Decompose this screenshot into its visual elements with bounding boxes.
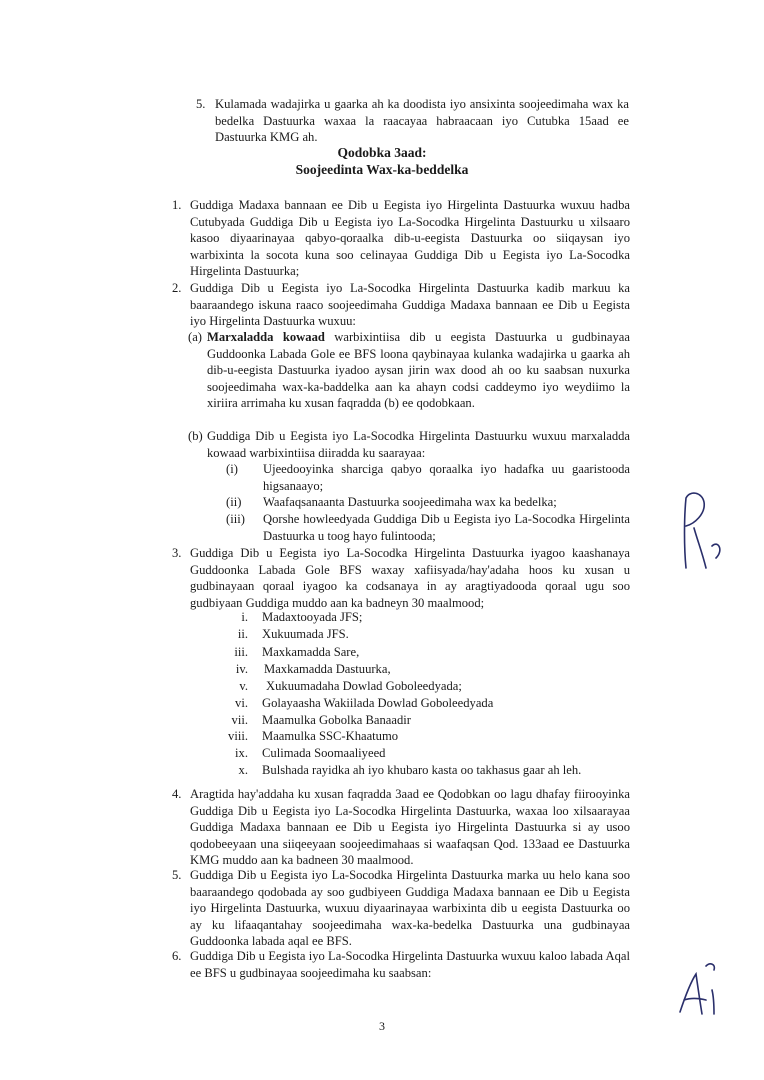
roman-item-3-number: iii. — [234, 645, 248, 659]
item-1-number: 1. — [172, 198, 182, 212]
item-5-number: 5. — [172, 868, 182, 882]
item-3-text: Guddiga Dib u Eegista iyo La-Socodka Hirgelinta Dastuurka iyagoo kaashanaya Guddoonka Labada Gole BFS waxay xafiisyada/hay'adaha hoos ku xusan u gudbinayaan qoraal iyagoo ka codsanaya in ay aragtiyadooda qoraal ugu soo gudbiyaan Guddiga muddo aan ka badneyn 30 maalmood; — [190, 546, 630, 610]
roman-item-9-text: Culimada Soomaaliyeed — [262, 746, 386, 760]
sub-b-item-2-number: (ii) — [226, 495, 242, 509]
roman-item-1-text: Madaxtooyada JFS; — [262, 610, 363, 624]
roman-item-5-text: Xukuumadaha Dowlad Goboleedyada; — [266, 679, 462, 693]
page-number: 3 — [379, 1019, 385, 1033]
roman-item-10-number: x. — [238, 763, 248, 777]
roman-item-9-number: ix. — [235, 746, 248, 760]
sub-b-item-1-number: (i) — [226, 462, 238, 476]
item-2-text: Guddiga Dib u Eegista iyo La-Socodka Hirgelinta Dastuurka kadib markuu ka baaraandego iskuna raaco soojeedimaha Guddiga Madaxa bannaan ee Dib u Eegista iyo Hirgelinta Dastuurka wuxuu: — [190, 281, 630, 328]
item-6-number: 6. — [172, 949, 182, 963]
item-3-number: 3. — [172, 546, 182, 560]
item-6-text: Guddiga Dib u Eegista iyo La-Socodka Hirgelinta Dastuurka wuxuu kaloo labada Aqal ee BFS u gudbinayaa soojeedimaha ku saabsan: — [190, 949, 630, 980]
roman-item-7-number: vii. — [231, 713, 248, 727]
roman-item-8-number: viii. — [228, 729, 248, 743]
roman-item-10-text: Bulshada rayidka ah iyo khubaro kasta oo takhasus gaar ah leh. — [262, 763, 582, 777]
item-4-text: Aragtida hay'addaha ku xusan faqradda 3aad ee Qodobkan oo lagu dhafay fiirooyinka Guddiga Dib u Eegista iyo La-Socodka Hirgelinta Dastuurka, waxaa loo xilsaarayaa Guddiga Madaxa bannaan ee Dib u Eegista iyo Hirgelinta Dastuurka si ay usoo qodobeeyaan una siiqeeyaan soojeedimahaas si waafaqsan Qod. 133aad ee Dastuurka KMG muddo aan ka badneen 30 maalmood. — [190, 787, 630, 867]
item-5-text: Guddiga Dib u Eegista iyo La-Socodka Hirgelinta Dastuurka marka uu helo kana soo baaraandego qodobada ay soo gudbiyeen Guddiga Madaxa bannaan ee Dib u Eegista iyo Hirgelinta Dastuurka, wuxuu diyaarinayaa warbixinta dib u eegista Dastuurka oo ay ku lifaaqantahay soojeedimaha wax-ka-bedelka Dastuurka una gudbinayaa Guddoonka labada aqal ee BFS. — [190, 868, 630, 948]
section-heading-subtitle: Soojeedinta Wax-ka-beddelka — [295, 162, 469, 177]
roman-item-2-text: Xukuumada JFS. — [262, 627, 349, 641]
sub-b-text: Guddiga Dib u Eegista iyo La-Socodka Hirgelinta Dastuurku wuxuu marxaladda kowaad warbixintiisa diiradda ku saarayaa: — [207, 429, 630, 460]
sub-a-body: warbixintiisa dib u eegista Dastuurka u gudbinayaa Guddoonka Labada Gole ee BFS loona qaybinayaa kulanka wadajirka u gaarka ah dib-u-eegista Dastuurka iyadoo aysan jirin wax dood ah oo ku saabsan nuxurka soojeedimaha wax-ka-baddelka aan ka ahayn codsi caddeymo iyo weydiimo la xiriira arrimaha ku xusan faqradda (b) ee qodobkaan. — [207, 330, 630, 410]
sub-a-bold: Marxaladda kowaad — [207, 330, 325, 344]
roman-item-3-text: Maxkamadda Sare, — [262, 645, 360, 659]
sub-b-item-3-text: Qorshe howleedyada Guddiga Dib u Eegista iyo La-Socodka Hirgelinta Dastuurka u toog hayo fulintooda; — [263, 512, 630, 543]
roman-item-6-text: Golayaasha Wakiilada Dowlad Goboleedyada — [262, 696, 494, 710]
roman-item-6-number: vi. — [235, 696, 248, 710]
sub-b-item-3-number: (iii) — [226, 512, 245, 526]
roman-item-5-number: v. — [239, 679, 248, 693]
item-2-number: 2. — [172, 281, 182, 295]
signature-initials-bottom — [676, 960, 726, 1020]
roman-item-8-text: Maamulka SSC-Khaatumo — [262, 729, 399, 743]
sub-b-label: (b) — [188, 429, 203, 443]
sub-b-item-1-text: Ujeedooyinka sharciga qabyo qoraalka iyo hadafka uu gaaristooda higsanaayo; — [263, 462, 630, 493]
roman-item-1-number: i. — [241, 610, 248, 624]
intro-paragraph: Kulamada wadajirka u gaarka ah ka doodista iyo ansixinta soojeedimaha wax ka bedelka Dastuurka waxaa la raacayaa habraacaan iyo Cutubka 15aad ee Dastuurka KMG ah. — [215, 97, 629, 144]
signature-initials-right — [672, 488, 728, 578]
sub-b-item-2-text: Waafaqsanaanta Dastuurka soojeedimaha wax ka bedelka; — [263, 495, 557, 509]
roman-item-4-number: iv. — [235, 662, 248, 676]
roman-item-7-text: Maamulka Gobolka Banaadir — [262, 713, 411, 727]
item-1-text: Guddiga Madaxa bannaan ee Dib u Eegista iyo Hirgelinta Dastuurka wuxuu hadba Cutubyada Guddiga Dib u Eegista iyo La-Socodka Hirgelinta Dastuurku u xilsaaro kasoo diyaarinayaa qabyo-qoraalka dib-u-eegista Dastuurka oo siiqaysan iyo warbixinta la socota kuna soo celinayaa Guddiga Dib u Eegista iyo La-Socodka Hirgelinta Dastuurka; — [190, 198, 630, 278]
intro-number: 5. — [196, 97, 206, 111]
sub-a-text — [207, 329, 630, 412]
sub-a-label: (a) — [188, 330, 202, 344]
roman-item-2-number: ii. — [237, 627, 248, 641]
section-heading-title: Qodobka 3aad: — [337, 145, 427, 160]
item-4-number: 4. — [172, 787, 182, 801]
roman-item-4-text: Maxkamadda Dastuurka, — [264, 662, 391, 676]
